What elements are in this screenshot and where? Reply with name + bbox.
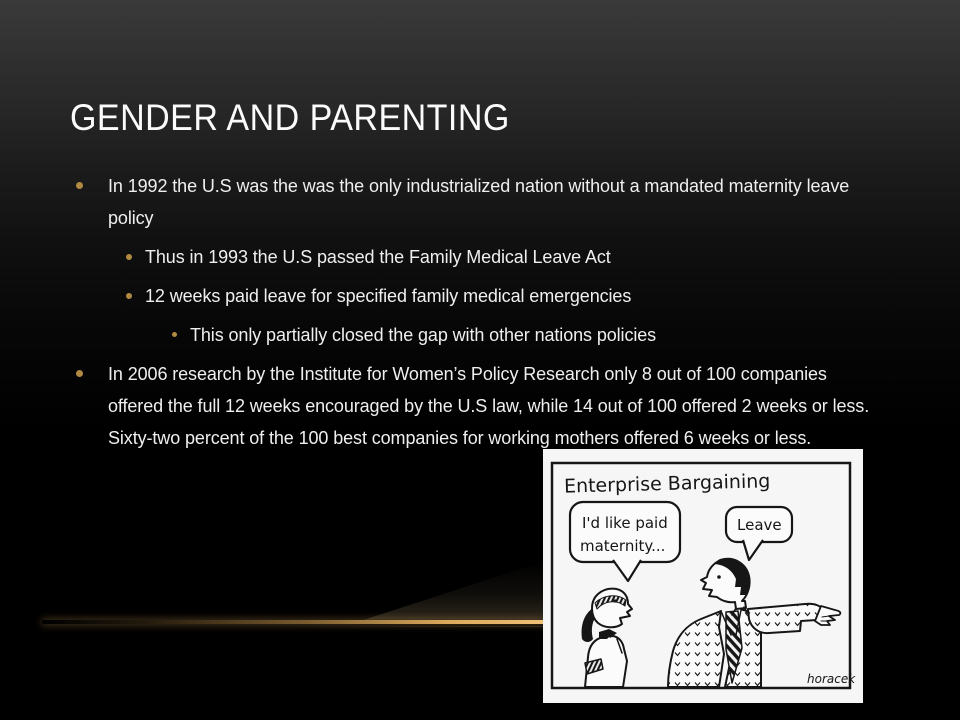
horizon-accent-line <box>42 620 545 624</box>
bullet-list <box>0 170 910 461</box>
cartoon-title: Enterprise Bargaining <box>563 470 771 498</box>
bullet-dot-icon <box>76 370 83 377</box>
bubble-left-line1: I'd like paid <box>582 514 668 532</box>
bullet-item <box>0 170 878 234</box>
bullet-item <box>0 280 878 312</box>
speech-bubble-right <box>726 507 792 560</box>
bullet-item <box>0 241 878 273</box>
horizon-glow <box>330 561 545 621</box>
bullet-item <box>0 319 878 351</box>
woman-figure <box>582 589 632 687</box>
bullet-text: 12 weeks paid leave for specified family medical emergencies <box>145 286 632 306</box>
bullet-text: In 1992 the U.S was the was the only industrialized nation without a mandated maternity leave policy <box>108 176 850 228</box>
bullet-text: In 2006 research by the Institute for Women’s Policy Research only 8 out of 100 companies offered the full 12 weeks encouraged by the U.S law, while 14 out of 100 offered 2 weeks or less. Sixty-two percent of the 100 best companies for working mothers offered 6 weeks or less. <box>108 364 870 448</box>
bullet-item <box>0 358 878 454</box>
man-figure <box>668 558 840 687</box>
cartoon-image <box>543 449 863 703</box>
bubble-right-text: Leave <box>737 516 782 534</box>
slide-title: GENDER AND PARENTING <box>70 97 510 138</box>
bubble-left-line2: maternity... <box>580 537 666 555</box>
bullet-dot-icon <box>172 332 177 337</box>
bullet-text: This only partially closed the gap with other nations policies <box>190 325 657 345</box>
speech-bubble-left <box>570 502 680 581</box>
bullet-dot-icon <box>126 254 132 260</box>
cartoon-signature: horacek <box>807 672 856 686</box>
bullet-dot-icon <box>126 293 132 299</box>
bullet-dot-icon <box>76 182 83 189</box>
bullet-text: Thus in 1993 the U.S passed the Family Medical Leave Act <box>145 247 611 267</box>
